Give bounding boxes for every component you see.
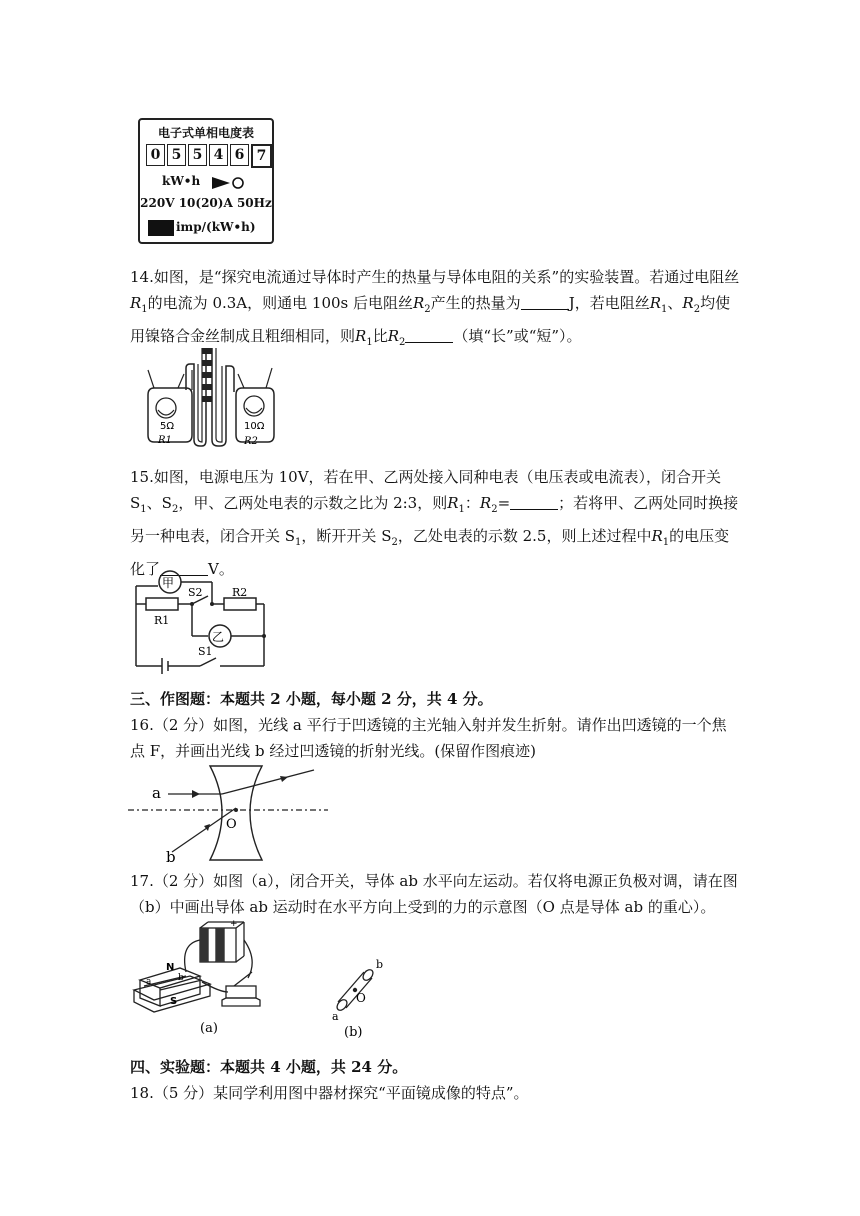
q15-text: ： <box>464 494 480 512</box>
q14-right-resistance-label: 10Ω <box>244 421 265 432</box>
q14-text: 、 <box>667 294 683 312</box>
q15-text: 的电压变化了 <box>130 527 730 578</box>
q17-south-pole-label: S <box>170 996 178 1007</box>
q14-text: 产生的热量为 <box>430 294 521 312</box>
redacted-box <box>148 220 174 236</box>
q17-b-label-fig-b: b <box>376 958 384 971</box>
meter-rating: 220V 10(20)A 50Hz <box>140 196 272 210</box>
q15-text: = <box>497 494 511 512</box>
meter-digit: 5 <box>188 144 207 166</box>
q17-a-label-fig-a: a <box>146 977 152 987</box>
q15-r2-label: R2 <box>232 586 248 599</box>
q16-ray-b-label: b <box>166 848 176 866</box>
meter-digit: 0 <box>146 144 165 166</box>
answer-blank[interactable] <box>510 493 558 510</box>
q14-text: J，若电阻丝 <box>568 294 650 312</box>
q17-plus-label: + <box>230 920 238 929</box>
q15-text: 15.如图，电源电压为 10V，若在甲、乙两处接入同种电表（电压表或电流表），闭合开关 S <box>130 468 722 512</box>
q15-text: ；若将甲、乙两处同时换接另一种电表，闭合开关 S <box>130 494 739 545</box>
q15-text: ，断开开关 S <box>301 527 392 545</box>
q14-heating-apparatus-figure <box>140 340 280 448</box>
q15-text: 、S <box>146 494 172 512</box>
meter-digit-last: 7 <box>251 144 272 168</box>
q14-text: 的电流为 0.3A，则通电 100s 后电阻丝 <box>147 294 413 312</box>
q15-meter-jia-label: 甲 <box>162 576 175 590</box>
answer-blank[interactable] <box>405 326 453 343</box>
q15-s1-label: S1 <box>198 645 213 658</box>
meter-digit: 5 <box>167 144 186 166</box>
q17-north-pole-label: N <box>166 962 175 973</box>
question-14: 14.如图，是“探究电流通过导体时产生的热量与导体电阻的关系”的实验装置。若通过电阻丝 $R_1$的电流为 0.3A，则通电 100s 后电阻丝$R_2$产生的热量为 J，若电阻丝$R_1$、$R_2$均使用镍铬合金丝制成且粗细相同，则$R_1$比$R_2$ （填“长”或“短”）。 <box>130 268 740 348</box>
q17-caption-b: (b) <box>344 1025 363 1040</box>
question-17: 17.（2 分）如图（a），闭合开关，导体 ab 水平向左运动。若仅将电源正负极对调，请在图（b）中画出导体 ab 运动时在水平方向上受到的力的示意图（O 点是导体 ab 的重心）。 <box>130 872 738 916</box>
meter-digits <box>146 144 274 168</box>
q14-text: 均使用镍铬合金丝制成且粗细相同，则 <box>130 294 731 345</box>
section-4-heading: 四、实验题：本题共 4 小题，共 24 分。 <box>130 1058 408 1076</box>
q15-circuit-figure <box>128 562 274 674</box>
meter-indicator-icon <box>212 175 252 191</box>
q17-caption-a: (a) <box>200 1021 218 1036</box>
q17-b-label-fig-a: b <box>178 973 184 983</box>
q17-center-o-label: O <box>356 991 366 1005</box>
q17-a-label-fig-b: a <box>332 1010 339 1023</box>
question-15: 15.如图，电源电压为 10V，若在甲、乙两处接入同种电表（电压表或电流表），闭合开关 $S_1$、$S_2$，甲、乙两处电表的示数之比为 2:3，则$R_1$：$R_2=$ ；若将甲、乙两处同时换接另一种电表，闭合开关 $S_1$，断开开关 $S_2$，乙处电表的示数 2.5，则上述过程中$R_1$的电压变化了 V。 <box>130 468 739 578</box>
q16-ray-a-label: a <box>152 784 161 802</box>
q15-text: ，甲、乙两处电表的示数之比为 2:3，则 <box>178 494 448 512</box>
meter-unit: kW•h <box>162 174 201 188</box>
question-18: 18.（5 分）某同学利用图中器材探究“平面镜成像的特点”。 <box>130 1084 529 1102</box>
q17-figure-a <box>130 920 280 1038</box>
q14-r1-label: R1 <box>158 435 172 446</box>
q14-text: （填“长”或“短”）。 <box>453 327 582 345</box>
q17-figure-b <box>326 950 396 1040</box>
q15-s2-label: S2 <box>188 586 203 599</box>
question-16: 16.（2 分）如图，光线 a 平行于凹透镜的主光轴入射并发生折射。请作出凹透镜的一个焦点 F，并画出光线 b 经过凹透镜的折射光线。(保留作图痕迹) <box>130 716 727 760</box>
answer-blank[interactable] <box>521 293 569 310</box>
meter-digit: 4 <box>209 144 228 166</box>
q15-text: V。 <box>208 560 234 578</box>
q15-r1-label: R1 <box>154 614 170 627</box>
q14-left-resistance-label: 5Ω <box>160 421 175 432</box>
q16-optical-center-label: O <box>226 817 237 832</box>
q14-r2-label: R2 <box>244 436 258 447</box>
section-3-heading: 三、作图题：本题共 2 小题，每小题 2 分，共 4 分。 <box>130 690 493 708</box>
meter-title: 电子式单相电度表 <box>157 126 254 140</box>
q15-meter-yi-label: 乙 <box>212 630 225 644</box>
q14-text: 14.如图，是“探究电流通过导体时产生的热量与导体电阻的关系”的实验装置。若通过电阻丝 <box>130 268 740 286</box>
meter-digit: 6 <box>230 144 249 166</box>
q16-concave-lens-figure <box>128 762 328 866</box>
q15-text: ，乙处电表的示数 2.5，则上述过程中 <box>397 527 652 545</box>
q14-text: 比 <box>372 327 388 345</box>
meter-imp: imp/(kW•h) <box>176 220 256 234</box>
electric-meter-figure <box>138 118 274 244</box>
